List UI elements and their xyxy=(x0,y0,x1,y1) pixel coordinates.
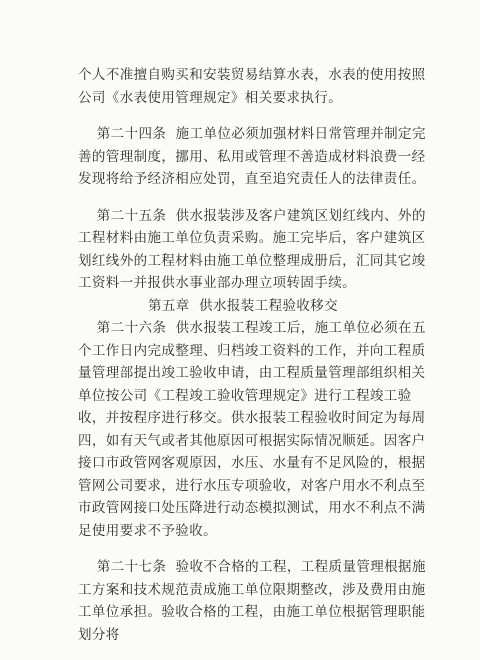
paragraph-article-27: 第二十七条 验收不合格的工程，工程质量管理根据施工方案和技术规范责成施工单位限期整改，涉及费用由施工单位承担。验收合格的工程，由施工单位根据管理职能划分将 xyxy=(78,559,426,643)
paragraph-water-meter-rule: 个人不准擅自购买和安装贸易结算水表，水表的使用按照公司《水表使用管理规定》相关要求执行。 xyxy=(78,67,426,106)
paragraph-gap xyxy=(78,191,430,205)
document-body xyxy=(78,64,430,646)
chapter-heading: 第五章 供水报装工程验收移交 xyxy=(148,297,339,314)
paragraph-gap xyxy=(78,109,430,123)
paragraph-article-26: 第二十六条 供水报装工程竣工后，施工单位必须在五个工作日内完成整理、归档竣工资料的工作，并向工程质量管理部提出竣工验收申请，由工程质量管理部组织相关单位按公司《工程竣工验收管理规定》进行工程竣工验收，并按程序进行移交。供水报装工程验收时间定为每周四，如有天气或者其他原因可根据实际情况顺延。因客户接口市政管网客观原因，水压、水量有不足风险的，根据管网公司要求，进行水压专项验收，对客户用水不利点至市政管网接口处压降进行动态模拟测试，用水不利点不满足使用要求不予验收。 xyxy=(78,320,426,539)
paragraph-article-25: 第二十五条 供水报装涉及客户建筑区划红线内、外的工程材料由施工单位负责采购。施工完毕后，客户建筑区划红线外的工程材料由施工单位整理成册后，汇同其它竣工资料一并报供水事业部办理立项转固手续。 xyxy=(78,207,426,291)
paragraph-gap xyxy=(78,542,430,556)
paragraph-article-24: 第二十四条 施工单位必须加强材料日常管理并制定完善的管理制度，挪用、私用或管理不善造成材料浪费一经发现将给予经济相应处罚，直至追究责任人的法律责任。 xyxy=(78,126,426,187)
